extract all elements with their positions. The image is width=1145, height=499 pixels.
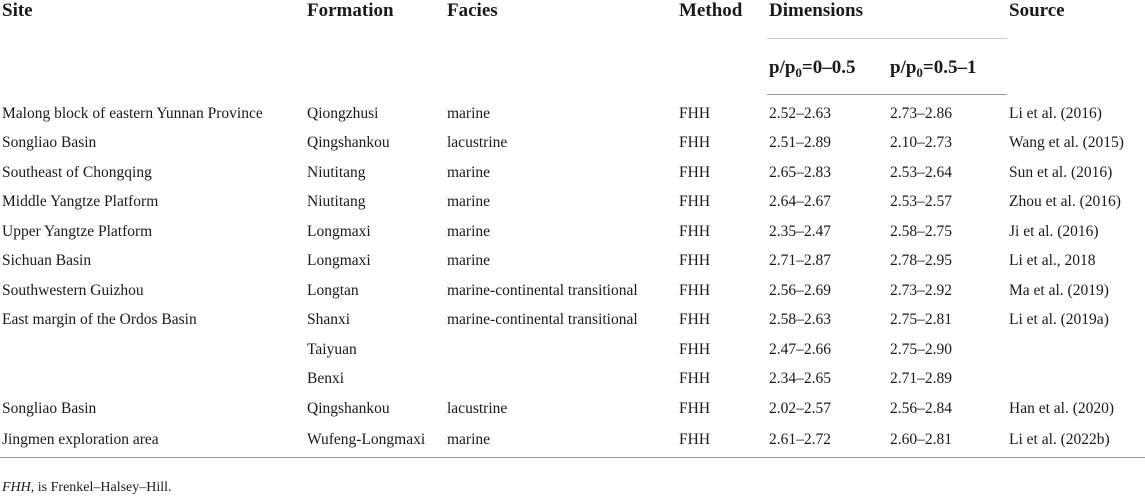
cell-dimension-low: 2.71–2.87 (769, 252, 831, 270)
header-formation: Formation (307, 0, 394, 21)
table-row (0, 276, 1145, 306)
cell-method: FHH (679, 340, 711, 358)
cell-source: Han et al. (2020) (1009, 399, 1115, 417)
cell-dimension-high: 2.71–2.89 (890, 370, 952, 388)
cell-method: FHH (679, 370, 711, 388)
cell-facies: marine (447, 163, 491, 181)
cell-source (1007, 365, 1145, 395)
header-dim-high-subscript: 0 (916, 65, 923, 80)
cell-source: Sun et al. (2016) (1009, 163, 1113, 181)
cell-dimension-high: 2.60–2.81 (888, 424, 1007, 458)
table-row (0, 158, 1145, 188)
header-dimensions: Dimensions (767, 0, 1007, 39)
cell-dimension-low: 2.52–2.63 (769, 104, 831, 122)
cell-site: Jingmen exploration area (0, 424, 305, 458)
cell-dimension-high: 2.10–2.73 (890, 134, 952, 152)
cell-dimension-high: 2.56–2.84 (890, 399, 952, 417)
cell-dimension-low: 2.02–2.57 (769, 399, 831, 417)
cell-formation: Longmaxi (307, 252, 371, 270)
cell-dimension-low: 2.51–2.89 (769, 134, 831, 152)
header-method: Method (679, 0, 743, 21)
cell-site (0, 365, 305, 395)
cell-source: Wang et al. (2015) (1009, 134, 1124, 152)
cell-site: Sichuan Basin (2, 252, 92, 270)
cell-formation: Niutitang (307, 193, 366, 211)
table-row (0, 306, 1145, 336)
cell-dimension-high: 2.73–2.86 (890, 104, 952, 122)
table-row (0, 365, 1145, 395)
cell-method: FHH (679, 399, 711, 417)
cell-source: Li et al., 2018 (1009, 252, 1096, 270)
cell-source: Ji et al. (2016) (1009, 222, 1099, 240)
cell-source: Li et al. (2019a) (1009, 311, 1109, 329)
header-dim-low-subscript: 0 (795, 65, 802, 80)
footnote-abbreviation: FHH (2, 480, 31, 495)
cell-dimension-high: 2.75–2.81 (890, 311, 952, 329)
cell-formation: Qiongzhusi (307, 104, 379, 122)
cell-dimension-high: 2.53–2.57 (890, 193, 952, 211)
cell-dimension-high: 2.75–2.90 (890, 340, 952, 358)
cell-source: Li et al. (2016) (1009, 104, 1102, 122)
cell-method: FHH (679, 252, 711, 270)
cell-method: FHH (679, 311, 711, 329)
cell-site: Southwestern Guizhou (2, 281, 144, 299)
header-facies: Facies (447, 0, 498, 21)
cell-source (1007, 335, 1145, 365)
cell-site: Songliao Basin (2, 134, 97, 152)
cell-formation: Qingshankou (307, 399, 390, 417)
cell-formation: Taiyuan (307, 340, 357, 358)
cell-facies: marine (445, 424, 677, 458)
cell-formation: Wufeng-Longmaxi (305, 424, 445, 458)
cell-site: Middle Yangtze Platform (2, 193, 159, 211)
cell-formation: Qingshankou (307, 134, 390, 152)
cell-facies: marine-continental transitional (447, 281, 638, 299)
header-dim-high-prefix: p/p (890, 57, 917, 78)
cell-facies (445, 335, 677, 365)
cell-dimension-low: 2.61–2.72 (767, 424, 888, 458)
cell-method: FHH (677, 424, 767, 458)
header-site: Site (2, 0, 33, 21)
table-row (0, 95, 1145, 129)
cell-site: Songliao Basin (2, 399, 97, 417)
cell-method: FHH (679, 163, 711, 181)
cell-dimension-low: 2.56–2.69 (769, 281, 831, 299)
footnote-text: , is Frenkel–Halsey–Hill. (30, 480, 172, 495)
header-dim-low (767, 39, 888, 95)
table-row (0, 394, 1145, 424)
cell-dimension-low: 2.58–2.63 (769, 311, 831, 329)
cell-facies: lacustrine (447, 399, 508, 417)
cell-site: Malong block of eastern Yunnan Province (2, 104, 263, 122)
cell-facies: marine (447, 222, 491, 240)
cell-dimension-low: 2.64–2.67 (769, 193, 831, 211)
cell-facies: lacustrine (447, 134, 508, 152)
cell-formation: Shanxi (307, 311, 351, 329)
cell-facies: marine (447, 104, 491, 122)
cell-dimension-low: 2.35–2.47 (769, 222, 831, 240)
header-dim-high (888, 39, 1007, 95)
table-row (0, 247, 1145, 277)
cell-formation: Longtan (307, 281, 359, 299)
table-row (0, 129, 1145, 159)
cell-method: FHH (679, 222, 711, 240)
header-dim-high-suffix: =0.5–1 (922, 57, 977, 78)
cell-dimension-low: 2.65–2.83 (769, 163, 831, 181)
cell-site (0, 335, 305, 365)
cell-formation: Benxi (307, 370, 345, 388)
header-source: Source (1009, 0, 1065, 21)
cell-dimension-low: 2.47–2.66 (769, 340, 831, 358)
cell-source: Li et al. (2022b) (1007, 424, 1145, 458)
table-header (0, 0, 1145, 95)
cell-facies: marine (447, 252, 491, 270)
table-footnote (2, 480, 172, 496)
cell-dimension-high: 2.78–2.95 (890, 252, 952, 270)
table-row (0, 217, 1145, 247)
cell-source: Ma et al. (2019) (1009, 281, 1109, 299)
table-row (0, 188, 1145, 218)
cell-site: East margin of the Ordos Basin (2, 311, 197, 329)
cell-method: FHH (679, 193, 711, 211)
cell-formation: Niutitang (307, 163, 366, 181)
cell-method: FHH (679, 104, 711, 122)
cell-method: FHH (679, 281, 711, 299)
table-body (0, 95, 1145, 458)
cell-facies: marine-continental transitional (447, 311, 638, 329)
cell-dimension-low: 2.34–2.65 (769, 370, 831, 388)
cell-dimension-high: 2.53–2.64 (890, 163, 952, 181)
cell-facies (445, 365, 677, 395)
cell-method: FHH (679, 134, 711, 152)
cell-dimension-high: 2.73–2.92 (890, 281, 952, 299)
cell-facies: marine (447, 193, 491, 211)
table-row (0, 335, 1145, 365)
cell-source: Zhou et al. (2016) (1009, 193, 1121, 211)
cell-site: Southeast of Chongqing (2, 163, 152, 181)
cell-dimension-high: 2.58–2.75 (890, 222, 952, 240)
header-dim-low-suffix: =0–0.5 (801, 57, 856, 78)
table-row (0, 424, 1145, 458)
header-dim-low-prefix: p/p (769, 57, 796, 78)
cell-site: Upper Yangtze Platform (2, 222, 153, 240)
cell-formation: Longmaxi (307, 222, 371, 240)
